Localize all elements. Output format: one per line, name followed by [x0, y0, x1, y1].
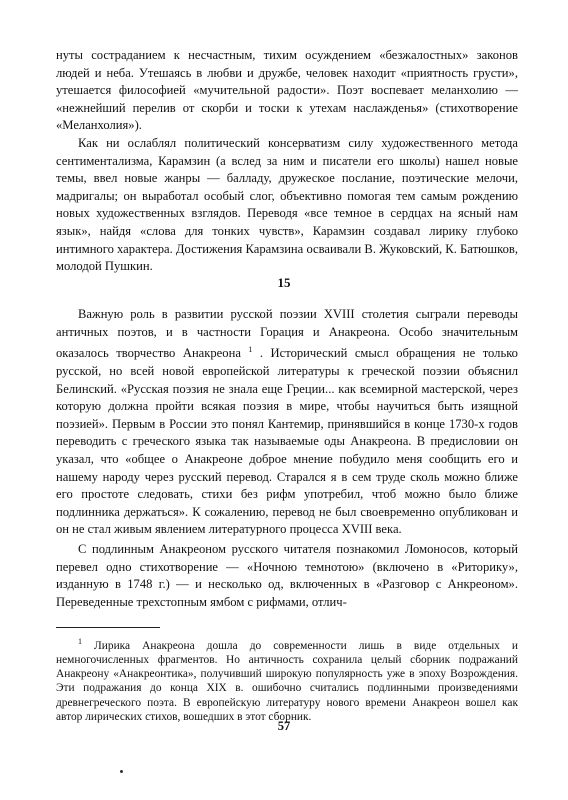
- paragraph-lomonosov: С подлинным Анакреоном русского читателя познакомил Ломоносов, который перевел одно стихотворение — «Ночною темнотою» (включено в «Риторику», изданную в 1748 г.) — и несколько од, включенных в «Разговор с Анкреоном». Переведенные трехстопным ямбом с рифмами, отлич-: [56, 541, 518, 609]
- paragraph-continuation: нуты состраданием к несчастным, тихим осуждением «безжалостных» законов людей и неба. Утешаясь в любви и дружбе, человек находит «приятность грусти», утешается философией «мучительной радости». Поэт воспевает меланхолию — «нежнейший перелив от скорби и тоски к утехам наслажденья» (стихотворение «Меланхолия»).: [56, 48, 518, 133]
- text-block-section: [56, 306, 518, 611]
- footnote-text: Лирика Анакреона дошла до современности лишь в виде отдельных и немногочисленных фрагментов. Но античность сохранила целый сборник подражаний Анакреону «Анакреонтика», получивший широкую популярность уже в эпоху Возрождения. Эти подражания до конца XIX в. ошибочно считались подлинными произведениями древнегреческого поэта. В европейскую литературу нового времени Анакреон вошел как автор лирических стихов, вошедших в этот сборник.: [56, 639, 518, 723]
- footnote-reference: 1: [248, 345, 253, 355]
- footnote-marker: 1: [78, 637, 82, 646]
- footnote-block: [56, 635, 518, 724]
- section-heading: 15: [277, 275, 291, 290]
- page-number: 57: [277, 719, 291, 733]
- paragraph-anacreon-part1: Важную роль в развитии русской поэзии XVIII столетия сыграли переводы античных поэтов, и в частности Горация и Анакреона. Особо значительным оказалось творчество Анакреона: [56, 307, 518, 361]
- text-block-top: [56, 47, 518, 276]
- paragraph-karamzin: Как ни ослаблял политический консерватизм силу художественного метода сентиментализма, Карамзин (а вслед за ним и писатели его школы) нашел новые темы, ввел новые жанры — балладу, дружеское послание, поэтические мелочи, мадригалы; он выработал особый слог, объективно помогая тем самым рождению новых художественных взглядов. Переводя «все темное в сердцах на ясный нам язык», найдя «слова для тонких чувств», Карамзин создавал лирику глубоко интимного характера. Достижения Карамзина осваивали В. Жуковский, К. Батюшков, молодой Пушкин.: [56, 135, 518, 274]
- paragraph-anacreon: [56, 306, 518, 539]
- scan-speck: [120, 770, 123, 773]
- paragraph-anacreon-part2: . Исторический смысл обращения не только русской, но всей новой европейской литературы к греческой поэзии объяснил Белинский. «Русская поэзия не знала еще Греции... как всемирной мастерской, через которую должна пройти всякая поэзия в мире, чтобы научиться быть изящной поэзией». Первым в России это понял Кантемир, принявшийся в конце 1730-х годов переводить с греческого языка так называемые оды Анакреона. В предисловии он указал, что «общее о Анакреоне доброе мнение побудило меня сообщить его и нашему народу через русский перевод. Старался я в сем труде сколь можно ближе его простоте следовать, стихи без рифм употребил, чтоб можно было ближе подлинника держаться». К сожалению, перевод не был своевременно опубликован и он не стал живым явлением литературного процесса XVIII века.: [56, 346, 518, 537]
- footnote-divider: [56, 627, 160, 628]
- footnote-paragraph: [56, 635, 518, 724]
